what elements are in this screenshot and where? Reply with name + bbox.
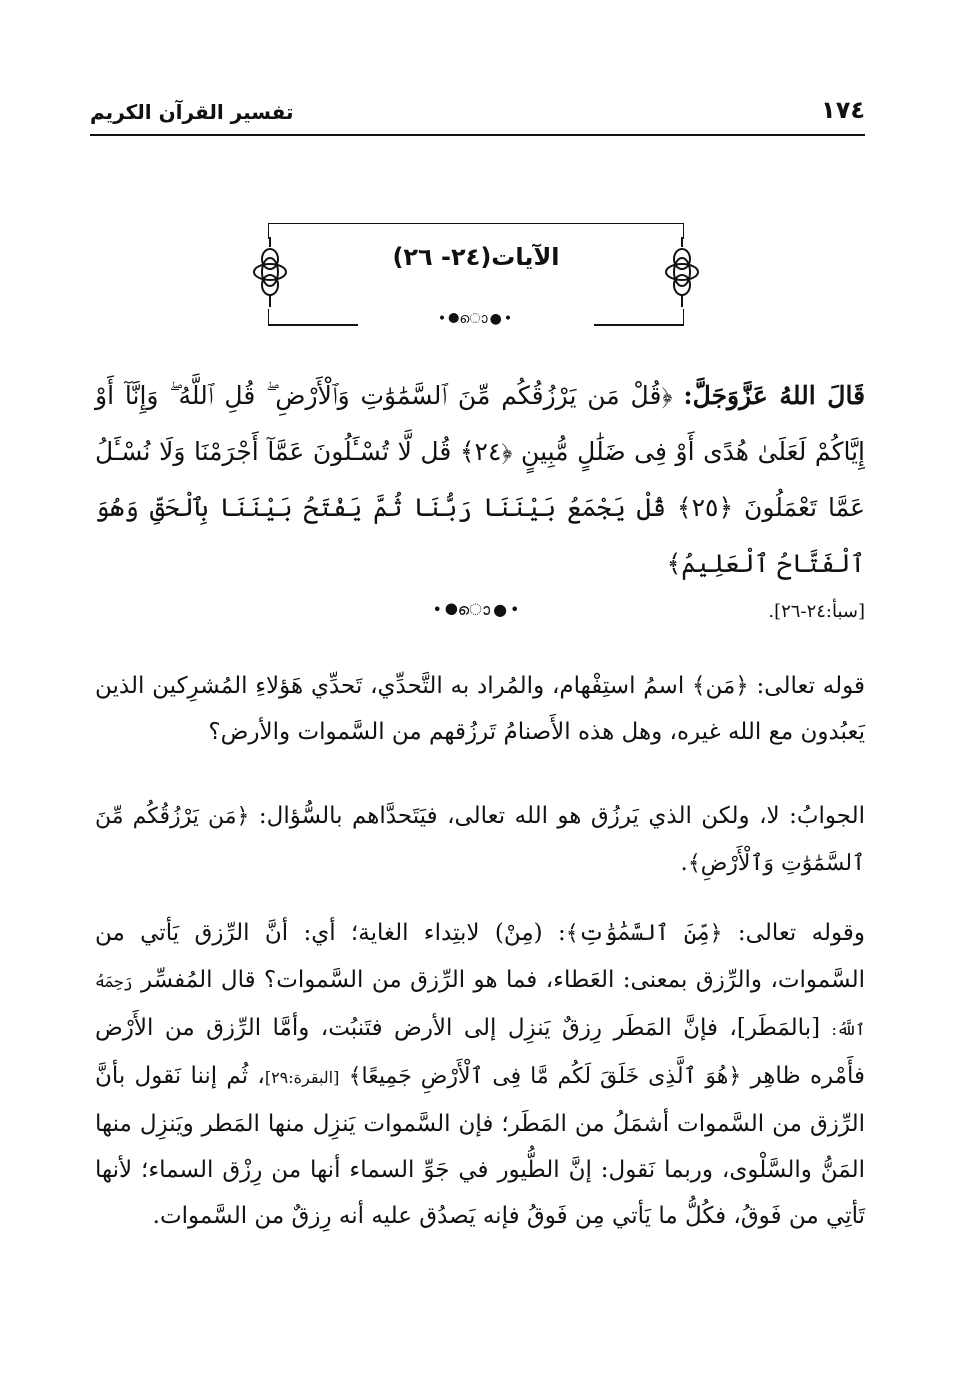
verse-text: ﴿قُلْ مَن يَرْزُقُكُم مِّنَ ٱلسَّمَٰوَٰتِ وَٱلْأَرْضِ ۖ قُلِ ٱللَّهُ ۖ وَإِنَّآ أَوْ إِيَّاكُمْ لَعَلَىٰ هُدًى أَوْ فِى ضَلَٰلٍ مُّبِينٍ ﴿٢٤﴾ قُل لَّا تُسْـَٔلُونَ عَمَّآ أَجْرَمْنَا وَلَا نُسْـَٔلُ عَمَّا تَعْمَلُونَ ﴿٢٥﴾ قُلْ يَجْمَعُ بَيْنَنَا رَبُّنَا ثُمَّ يَفْتَحُ بَيْنَنَا بِٱلْحَقِّ وَهُوَ ٱلْفَتَّاحُ ٱلْعَلِيمُ﴾ [95, 381, 865, 578]
paragraph-text: : (مِنْ) لابتِداء الغاية؛ أي: أنَّ الرِّزق يَأتي من السَّموات، والرِّزق بمعنى: العَطاء، فما هو الرِّزق من السَّموات؟ قال المُفسِّر [95, 920, 865, 993]
paragraph-text: وقوله تعالى: [737, 920, 865, 946]
quran-quote: ﴿مِّنَ ٱلسَّمَٰوَٰتِ﴾ [565, 921, 723, 946]
page-header [90, 96, 865, 136]
commentary-paragraph-2 [95, 793, 865, 887]
commentary-paragraph-1 [95, 663, 865, 755]
title-ornament: •●ൊ●• [437, 311, 515, 327]
honorific: رَحِمَهُ ٱللَّهُ: [95, 972, 866, 1039]
quran-quote: ﴿مَن يَرْزُقُكُم مِّنَ ٱلسَّمَٰوَٰتِ وَٱلْأَرْضِ﴾ [95, 804, 865, 876]
paragraph-text: قوله تعالى: ﴿مَن﴾ اسمُ استِفْهام، والمُراد به التَّحدِّي، تَحدِّي هَؤلاءِ المُشرِكين الذين يَعبُدون مع الله غيره، وهل هذه الأَصنامُ تَرزُقهم من السَّموات والأرض؟ [95, 673, 865, 745]
paragraph-text: [بالمَطَر]، فإنَّ المَطَر رِزقٌ يَنزِل إلى الأرض فتَنبُت، وأمَّا الرِّزق من الأَرْض فأَمْره ظاهِر [95, 1015, 866, 1089]
book-title: تفسير القرآن الكريم [90, 100, 294, 124]
header-rule [90, 134, 865, 136]
commentary-paragraph-3 [95, 910, 865, 1239]
page-number: ١٧٤ [821, 96, 865, 124]
paragraph-text: الجوابُ: لا، ولكن الذي يَرزُق هو الله تعالى، فيَتَحدَّاهم بالسُّؤال: [258, 803, 865, 829]
section-separator: •●ൊ●• [432, 600, 523, 619]
quran-reference: [البقرة:٢٩] [264, 1068, 340, 1087]
quran-quote: ﴿هُوَ ٱلَّذِى خَلَقَ لَكُم مَّا فِى ٱلْأَرْضِ جَمِيعًا﴾ [348, 1064, 742, 1089]
quran-verses [95, 368, 865, 630]
paragraph-text: ، ثُم إننا نَقول بأنَّ الرِّزق من السَّموات أشمَلُ من المَطَر؛ فإن السَّموات يَنزِل منها المَطر ويَنزِل منها المَنُّ والسَّلْوى، وربما نَقول: إنَّ الطُّيور في جَوِّ السماء أنها من رِزْق السماء؛ لأنها تَأتِي من فَوقُ، فكُلُّ ما يَأتي مِن فَوقُ فإنه يَصدُق عليه أنه رِزقٌ من السَّموات. [95, 1063, 865, 1229]
verse-reference: [سبأ:٢٤-٢٦]. [768, 601, 865, 622]
section-title-frame [268, 223, 684, 327]
verse-lead: قَالَ اللهُ عَزَّوَجَلَّ: [683, 381, 866, 410]
paragraph-text: . [680, 850, 688, 876]
section-title: الآيات(٢٤- ٢٦) [392, 243, 560, 271]
